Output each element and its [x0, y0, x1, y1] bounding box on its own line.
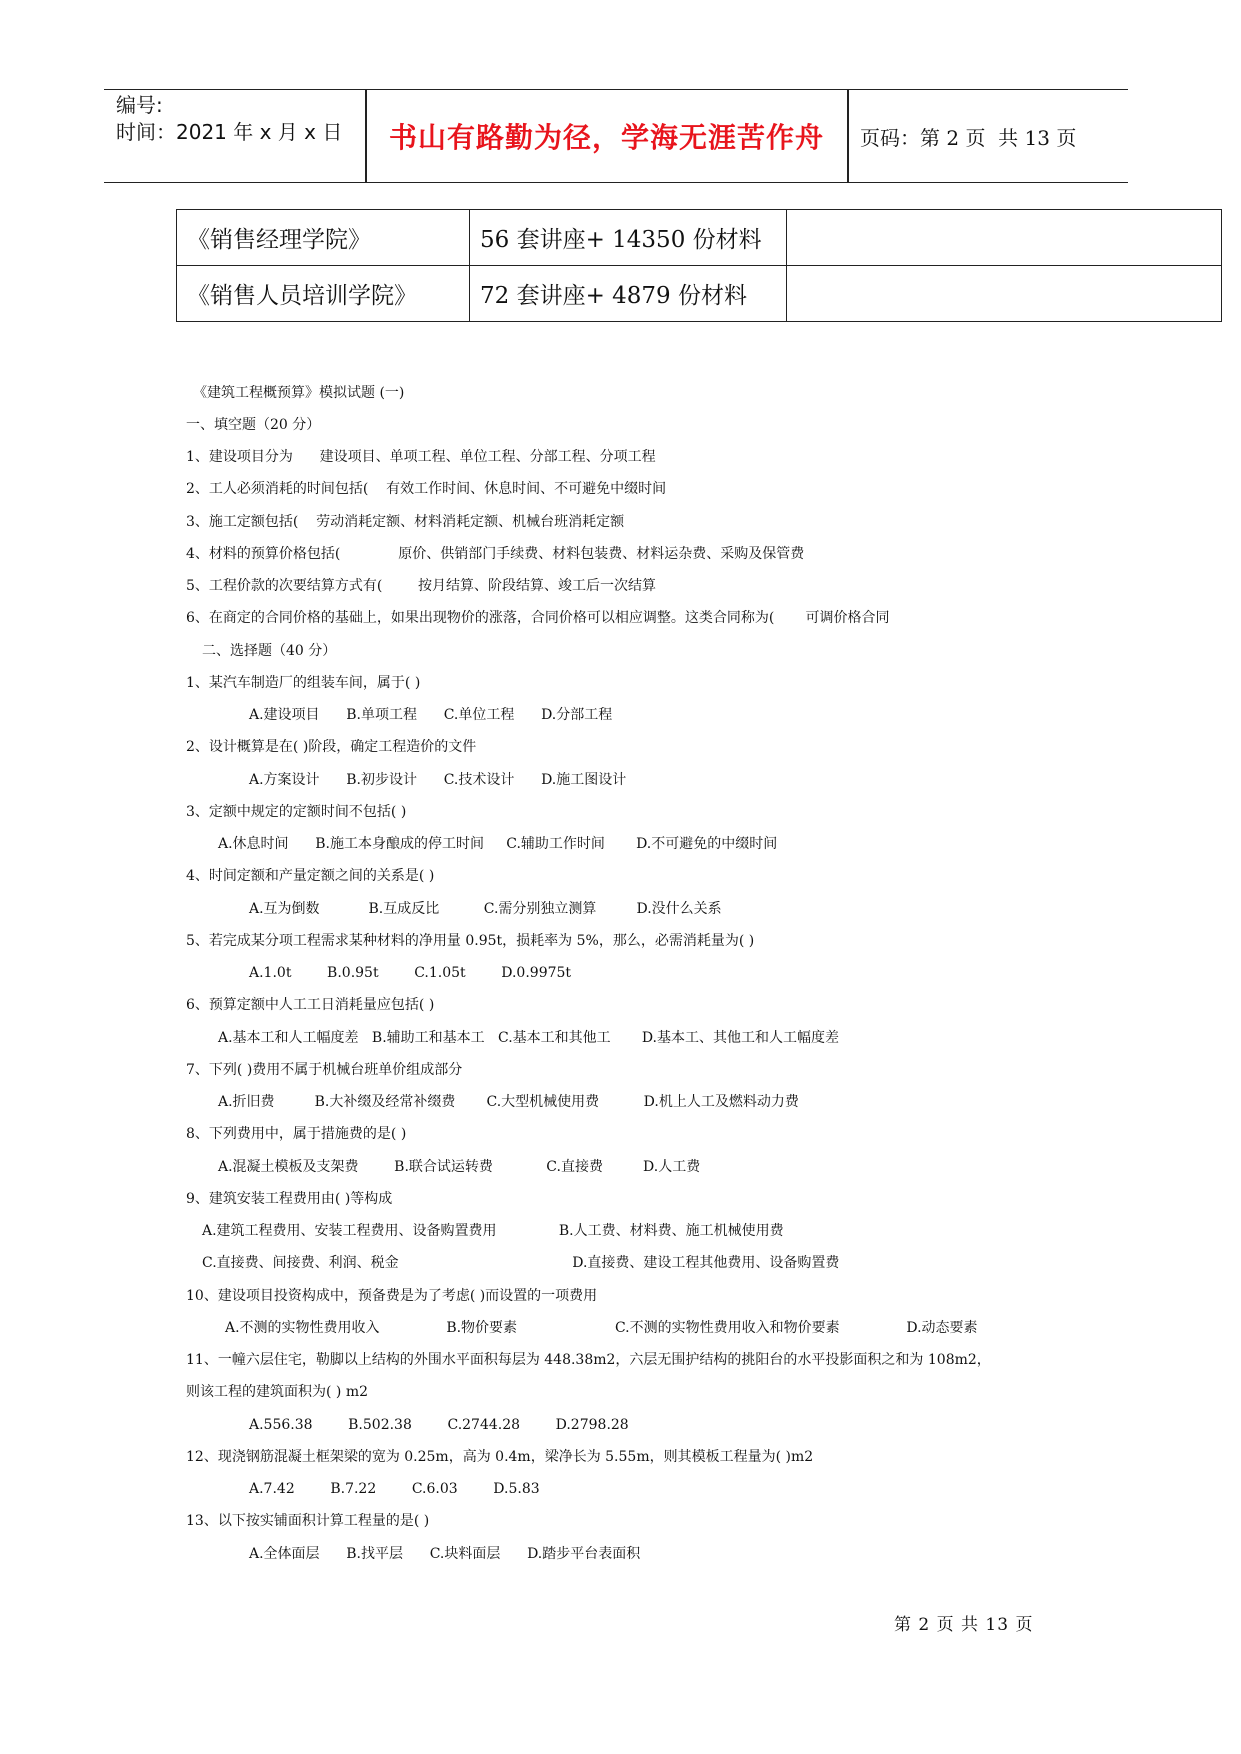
- question: 13、以下按实铺面积计算工程量的是( ): [186, 1513, 430, 1529]
- question-options: A.互为倒数 B.互成反比 C.需分别独立测算 D.没什么关系: [249, 901, 722, 917]
- table-row: [177, 266, 1222, 322]
- question-options: A.建筑工程费用、安装工程费用、设备购置费用 B.人工费、材料费、施工机械使用费: [202, 1223, 784, 1239]
- fill-item: 2、工人必须消耗的时间包括( 有效工作时间、休息时间、不可避免中缀时间: [186, 481, 667, 497]
- time-label: 时间：2021 年 x 月 x 日: [116, 120, 343, 144]
- header-meta: [116, 92, 366, 146]
- question: 7、下列( )费用不属于机械台班单价组成部分: [186, 1062, 463, 1078]
- header-motto: 书山有路勤为径，学海无涯苦作舟: [388, 121, 824, 154]
- section-heading: 二、选择题（40 分）: [202, 643, 337, 659]
- question: 8、下列费用中，属于措施费的是( ): [186, 1126, 407, 1142]
- question: 则该工程的建筑面积为( ) m2: [186, 1384, 369, 1400]
- fill-item: 4、材料的预算价格包括( 原价、供销部门手续费、材料包装费、材料运杂费、采购及保管费: [186, 546, 805, 562]
- question: 5、若完成某分项工程需求某种材料的净用量 0.95t，损耗率为 5%，那么，必需消耗量为( ): [186, 933, 755, 949]
- question-options: A.不测的实物性费用收入 B.物价要素 C.不测的实物性费用收入和物价要素 D.动态要素: [225, 1320, 978, 1336]
- catalog-name: 《销售经理学院》: [177, 210, 470, 266]
- table-row: [177, 210, 1222, 266]
- fill-item: 3、施工定额包括( 劳动消耗定额、材料消耗定额、机械台班消耗定额: [186, 514, 625, 530]
- fill-item: 1、建设项目分为 建设项目、单项工程、单位工程、分部工程、分项工程: [186, 449, 656, 465]
- catalog-content: 72 套讲座+ 4879 份材料: [470, 266, 787, 322]
- catalog-extra: [787, 266, 1222, 322]
- question: 12、现浇钢筋混凝土框架梁的宽为 0.25m，高为 0.4m，梁净长为 5.55m，则其模板工程量为( )m2: [186, 1449, 814, 1465]
- catalog-content: 56 套讲座+ 14350 份材料: [470, 210, 787, 266]
- question: 11、一幢六层住宅，勒脚以上结构的外围水平面积每层为 448.38m2，六层无围护结构的挑阳台的水平投影面积之和为 108m2，: [186, 1352, 991, 1368]
- question-options: C.直接费、间接费、利润、税金 D.直接费、建设工程其他费用、设备购置费: [202, 1255, 840, 1271]
- catalog-extra: [787, 210, 1222, 266]
- question-options: A.建设项目 B.单项工程 C.单位工程 D.分部工程: [249, 707, 613, 723]
- section-heading: 一、填空题（20 分）: [186, 417, 321, 433]
- fill-item: 6、在商定的合同价格的基础上，如果出现物价的涨落，合同价格可以相应调整。这类合同称为( 可调价格合同: [186, 610, 890, 626]
- catalog-name: 《销售人员培训学院》: [177, 266, 470, 322]
- question-options: A.1.0t B.0.95t C.1.05t D.0.9975t: [249, 965, 572, 981]
- question: 2、设计概算是在( )阶段，确定工程造价的文件: [186, 739, 477, 755]
- question: 6、预算定额中人工工日消耗量应包括( ): [186, 997, 435, 1013]
- question: 1、某汽车制造厂的组装车间，属于( ): [186, 675, 421, 691]
- question-options: A.休息时间 B.施工本身酿成的停工时间 C.辅助工作时间 D.不可避免的中缀时间: [218, 836, 778, 852]
- page-header: [104, 89, 1128, 183]
- question: 3、定额中规定的定额时间不包括( ): [186, 804, 407, 820]
- fill-item: 5、工程价款的次要结算方式有( 按月结算、阶段结算、竣工后一次结算: [186, 578, 656, 594]
- question-options: A.基本工和人工幅度差 B.辅助工和基本工 C.基本工和其他工 D.基本工、其他工和人工幅度差: [218, 1030, 839, 1046]
- question-options: A.混凝土模板及支架费 B.联合试运转费 C.直接费 D.人工费: [218, 1159, 701, 1175]
- header-page-number: 页码：第 2 页 共 13 页: [860, 125, 1077, 150]
- question: 9、建筑安装工程费用由( )等构成: [186, 1191, 393, 1207]
- header-divider: [847, 90, 849, 182]
- question-options: A.全体面层 B.找平层 C.块料面层 D.踏步平台表面积: [249, 1546, 641, 1562]
- catalog-table: [176, 209, 1222, 322]
- question-options: A.556.38 B.502.38 C.2744.28 D.2798.28: [249, 1417, 629, 1433]
- number-label: 编号:: [116, 93, 163, 117]
- question-options: A.7.42 B.7.22 C.6.03 D.5.83: [249, 1481, 540, 1497]
- question: 10、建设项目投资构成中，预备费是为了考虑( )而设置的一项费用: [186, 1288, 598, 1304]
- exam-title: 《建筑工程概预算》模拟试题 (一): [193, 385, 405, 401]
- question: 4、时间定额和产量定额之间的关系是( ): [186, 868, 435, 884]
- page-footer: 第 2 页 共 13 页: [894, 1615, 1034, 1635]
- question-options: A.折旧费 B.大补缀及经常补缀费 C.大型机械使用费 D.机上人工及燃料动力费: [218, 1094, 799, 1110]
- question-options: A.方案设计 B.初步设计 C.技术设计 D.施工图设计: [249, 772, 627, 788]
